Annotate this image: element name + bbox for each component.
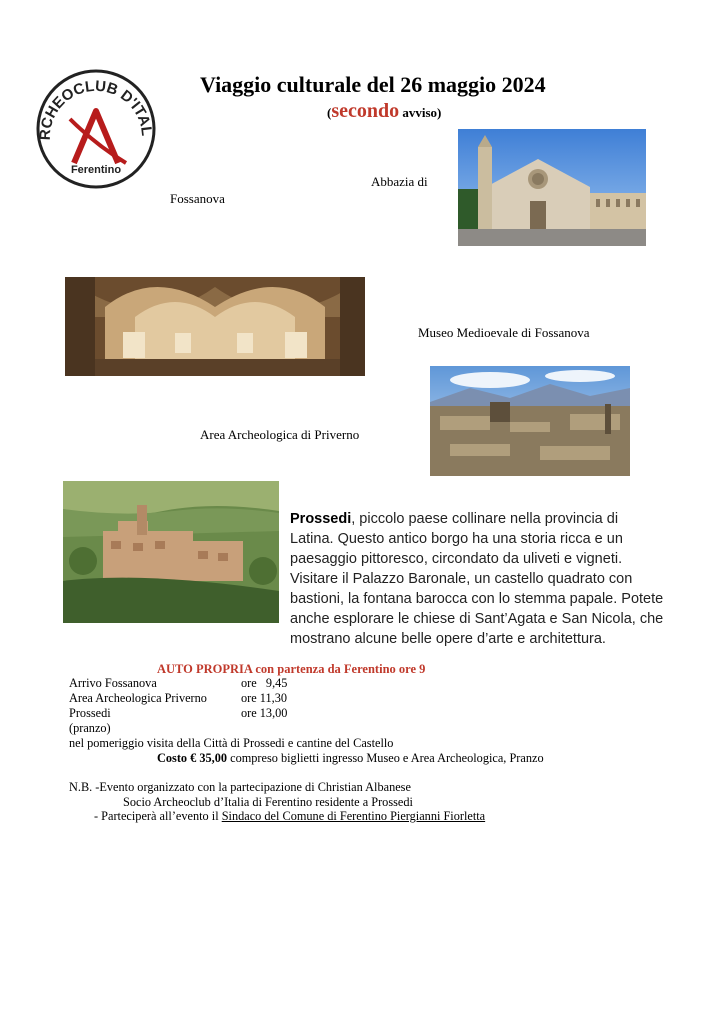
cost-detail: compreso biglietti ingresso Museo e Area Archeologica, Pranzo [227,751,544,765]
prossedi-name: Prossedi [290,511,352,527]
prossedi-photo [63,481,279,623]
page-title: Viaggio culturale del 26 maggio 2024 [200,72,546,97]
logo-arc-text: RCHEOCLUB D'ITAL [36,77,156,141]
stop-time-2: ore 11,30 [241,691,287,705]
area-archeologica-photo [430,366,630,476]
caption-abbazia-2: Fossanova [170,191,225,206]
museo-photo [65,277,365,376]
caption-museo: Museo Medioevale di Fossanova [418,325,590,340]
note-line-3-prefix: - Parteciperà all’evento il [94,809,222,823]
subtitle-rest: avviso) [399,105,442,120]
archeoclub-logo [34,67,158,191]
stop-time-3: ore 13,00 [241,706,288,720]
schedule-heading: AUTO PROPRIA con partenza da Ferentino ore 9 [157,662,426,676]
afternoon-note: nel pomeriggio visita della Città di Prossedi e cantine del Castello [69,736,394,750]
logo-city: Ferentino [70,164,122,176]
stop-place-1: Arrivo Fossanova [69,676,157,690]
caption-abbazia-1: Abbazia di [371,174,428,189]
note-line-3 [94,809,485,824]
cost-line [157,751,544,766]
pranzo-note: (pranzo) [69,721,111,735]
subtitle [327,100,441,123]
note-line-2: Socio Archeoclub d’Italia di Ferentino residente a Prossedi [123,795,413,809]
subtitle-open: ( [327,105,332,120]
stop-place-2: Area Archeologica Priverno [69,691,207,705]
prossedi-description [290,509,665,649]
cost-label: Costo € 35,00 [157,751,228,765]
subtitle-highlight: secondo [331,100,400,122]
stop-place-3: Prossedi [69,706,111,720]
prossedi-body: , piccolo paese collinare nella provincia di Latina. Questo antico borgo ha una storia ricca e un paesaggio pittoresco, circondato da uliveti e vigneti. Visitare il Palazzo Baronale, un castello quadrato con bastioni, la fontana barocca con lo stemma papale. Potete anche esplorare le chiese di Sant’Agata e San Nicola, che mostrano alcune belle opere d’arte e architettura. [290,511,664,647]
mayor-name: Sindaco del Comune di Ferentino Piergianni Fiorletta [221,809,486,823]
caption-area: Area Archeologica di Priverno [200,427,360,442]
note-line-1: N.B. -Evento organizzato con la partecipazione di Christian Albanese [69,780,411,794]
stop-time-1: ore 9,45 [241,676,288,690]
abbazia-photo [458,129,646,246]
